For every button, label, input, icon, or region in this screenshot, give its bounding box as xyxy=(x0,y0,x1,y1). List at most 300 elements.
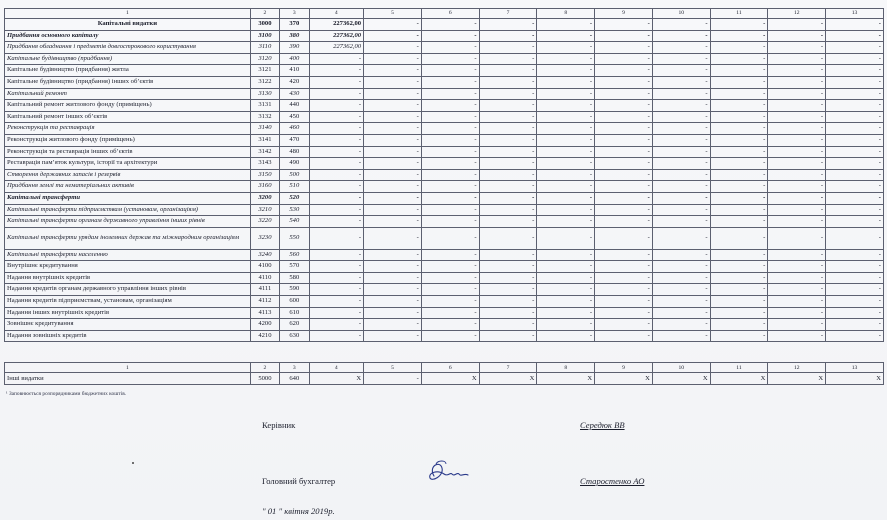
row-value-col-11: - xyxy=(710,111,768,123)
row-amount: - xyxy=(309,88,364,100)
row-amount: - xyxy=(309,111,364,123)
row-amount: - xyxy=(309,53,364,65)
row-value-col-11: - xyxy=(710,204,768,216)
row-name: Придбання основного капіталу xyxy=(5,30,251,42)
row-value-col-9: - xyxy=(595,181,653,193)
header-number-col-12: 12 xyxy=(768,9,826,19)
row-code: 3160 xyxy=(250,181,279,193)
row-value-col-13: - xyxy=(826,261,884,273)
row-name: Капітальні трансферти населенню xyxy=(5,249,251,261)
row-value-col-12: - xyxy=(768,249,826,261)
row-value-col-9: - xyxy=(595,192,653,204)
row-amount: - xyxy=(309,123,364,135)
table-row xyxy=(5,30,884,42)
row-value-col-9: - xyxy=(595,111,653,123)
row-value-col-7: - xyxy=(479,261,537,273)
row-name: Внутрішнє кредитування xyxy=(5,261,251,273)
row-value-col-11: - xyxy=(710,100,768,112)
table-row xyxy=(5,158,884,170)
row-value-col-11: - xyxy=(710,134,768,146)
row-value-col-7: - xyxy=(479,249,537,261)
row-value-col-12: - xyxy=(768,181,826,193)
row-value-col-8: - xyxy=(537,134,595,146)
row-value-col-6: - xyxy=(421,42,479,54)
table-row xyxy=(5,76,884,88)
row-name: Капітальне будівництво (придбання) xyxy=(5,53,251,65)
row-value-col-11: - xyxy=(710,319,768,331)
row-value-col-5: - xyxy=(364,204,422,216)
header-number-col-3: 3 xyxy=(280,9,309,19)
row-value-col-7: - xyxy=(479,284,537,296)
row-value-col-6: - xyxy=(421,123,479,135)
other-expenses-table xyxy=(4,362,884,385)
row-value-col-13: - xyxy=(826,181,884,193)
row-value-col-13: - xyxy=(826,123,884,135)
row-amount: - xyxy=(309,76,364,88)
row-value-col-10: - xyxy=(652,284,710,296)
row-name: Капітальний ремонт житлового фонду (приміщень) xyxy=(5,100,251,112)
row-value-col-8: - xyxy=(537,249,595,261)
row-amount: - xyxy=(309,319,364,331)
row-value-col-7: - xyxy=(479,204,537,216)
other-row-value-col-10: X xyxy=(652,373,710,385)
row-value-col-9: - xyxy=(595,319,653,331)
table-row xyxy=(5,123,884,135)
expenses-table xyxy=(4,8,884,342)
row-name: Надання кредитів підприємствам, установам, організаціям xyxy=(5,296,251,308)
row-code: 3120 xyxy=(250,53,279,65)
row-code: 3142 xyxy=(250,146,279,158)
row-line-code: 440 xyxy=(280,100,309,112)
row-amount: - xyxy=(309,100,364,112)
row-line-code: 500 xyxy=(280,169,309,181)
row-value-col-6: - xyxy=(421,134,479,146)
row-value-col-9: - xyxy=(595,227,653,249)
row-line-code: 400 xyxy=(280,53,309,65)
row-value-col-13: - xyxy=(826,216,884,228)
row-code: 3230 xyxy=(250,227,279,249)
other-row-value-col-13: X xyxy=(826,373,884,385)
other-row-amount: X xyxy=(309,373,364,385)
row-code: 4200 xyxy=(250,319,279,331)
row-value-col-8: - xyxy=(537,65,595,77)
row-value-col-5: - xyxy=(364,284,422,296)
row-code: 4100 xyxy=(250,261,279,273)
row-value-col-6: - xyxy=(421,19,479,31)
row-value-col-10: - xyxy=(652,88,710,100)
row-value-col-6: - xyxy=(421,169,479,181)
row-value-col-13: - xyxy=(826,53,884,65)
row-value-col-12: - xyxy=(768,19,826,31)
row-name: Реконструкція та реставрація xyxy=(5,123,251,135)
row-value-col-13: - xyxy=(826,88,884,100)
row-value-col-8: - xyxy=(537,227,595,249)
row-value-col-12: - xyxy=(768,123,826,135)
row-line-code: 370 xyxy=(280,19,309,31)
row-value-col-5: - xyxy=(364,330,422,342)
row-value-col-8: - xyxy=(537,216,595,228)
row-value-col-8: - xyxy=(537,319,595,331)
row-value-col-7: - xyxy=(479,30,537,42)
row-value-col-7: - xyxy=(479,76,537,88)
row-name: Надання інших внутрішніх кредитів xyxy=(5,307,251,319)
table-row xyxy=(5,134,884,146)
row-name: Капітальний ремонт інших об’єктів xyxy=(5,111,251,123)
row-name: Капітальні трансферти підприємствам (установам, організаціям) xyxy=(5,204,251,216)
row-value-col-5: - xyxy=(364,261,422,273)
row-value-col-8: - xyxy=(537,53,595,65)
row-value-col-6: - xyxy=(421,204,479,216)
row-value-col-10: - xyxy=(652,181,710,193)
row-value-col-8: - xyxy=(537,261,595,273)
row-name: Капітальне будівництво (придбання) житла xyxy=(5,65,251,77)
row-value-col-5: - xyxy=(364,158,422,170)
row-value-col-11: - xyxy=(710,88,768,100)
table-row xyxy=(5,261,884,273)
row-value-col-9: - xyxy=(595,76,653,88)
row-value-col-10: - xyxy=(652,319,710,331)
row-value-col-9: - xyxy=(595,19,653,31)
row-value-col-7: - xyxy=(479,216,537,228)
row-code: 3122 xyxy=(250,76,279,88)
table-row xyxy=(5,169,884,181)
row-line-code: 520 xyxy=(280,192,309,204)
row-value-col-11: - xyxy=(710,169,768,181)
row-value-col-7: - xyxy=(479,192,537,204)
row-value-col-12: - xyxy=(768,76,826,88)
row-value-col-11: - xyxy=(710,42,768,54)
row-value-col-8: - xyxy=(537,307,595,319)
row-value-col-9: - xyxy=(595,88,653,100)
row-value-col-6: - xyxy=(421,192,479,204)
row-code: 3110 xyxy=(250,42,279,54)
other-row-value-col-7: X xyxy=(479,373,537,385)
row-value-col-12: - xyxy=(768,307,826,319)
row-value-col-13: - xyxy=(826,272,884,284)
header-number-bottom-col-9: 9 xyxy=(595,363,653,373)
row-value-col-12: - xyxy=(768,111,826,123)
row-code: 3131 xyxy=(250,100,279,112)
row-value-col-10: - xyxy=(652,227,710,249)
row-amount: - xyxy=(309,261,364,273)
row-amount: - xyxy=(309,216,364,228)
row-value-col-6: - xyxy=(421,272,479,284)
row-line-code: 450 xyxy=(280,111,309,123)
row-value-col-5: - xyxy=(364,100,422,112)
row-line-code: 460 xyxy=(280,123,309,135)
row-value-col-13: - xyxy=(826,158,884,170)
row-value-col-10: - xyxy=(652,111,710,123)
row-value-col-7: - xyxy=(479,100,537,112)
row-value-col-9: - xyxy=(595,216,653,228)
row-code: 3143 xyxy=(250,158,279,170)
row-value-col-8: - xyxy=(537,111,595,123)
row-value-col-8: - xyxy=(537,123,595,135)
table-row xyxy=(5,100,884,112)
row-value-col-11: - xyxy=(710,272,768,284)
row-name: Надання внутрішніх кредитів xyxy=(5,272,251,284)
row-value-col-11: - xyxy=(710,192,768,204)
row-value-col-13: - xyxy=(826,192,884,204)
row-value-col-9: - xyxy=(595,42,653,54)
row-value-col-8: - xyxy=(537,146,595,158)
row-line-code: 610 xyxy=(280,307,309,319)
row-code: 3100 xyxy=(250,30,279,42)
row-code: 4112 xyxy=(250,296,279,308)
row-value-col-8: - xyxy=(537,169,595,181)
row-value-col-5: - xyxy=(364,216,422,228)
row-value-col-13: - xyxy=(826,146,884,158)
header-number-bottom-col-1: 1 xyxy=(5,363,251,373)
header-number-bottom-col-4: 4 xyxy=(309,363,364,373)
row-value-col-6: - xyxy=(421,227,479,249)
row-value-col-12: - xyxy=(768,319,826,331)
row-value-col-11: - xyxy=(710,227,768,249)
row-code: 4110 xyxy=(250,272,279,284)
row-code: 3000 xyxy=(250,19,279,31)
row-value-col-5: - xyxy=(364,296,422,308)
row-value-col-5: - xyxy=(364,249,422,261)
row-name: Капітальні трансферти органам державного управління інших рівнів xyxy=(5,216,251,228)
row-value-col-5: - xyxy=(364,42,422,54)
row-value-col-6: - xyxy=(421,30,479,42)
row-value-col-11: - xyxy=(710,123,768,135)
row-value-col-5: - xyxy=(364,123,422,135)
row-value-col-7: - xyxy=(479,227,537,249)
row-amount: - xyxy=(309,181,364,193)
row-name: Придбання обладнання і предметів довгострокового користування xyxy=(5,42,251,54)
row-amount: - xyxy=(309,330,364,342)
row-value-col-10: - xyxy=(652,296,710,308)
row-amount: - xyxy=(309,192,364,204)
table-row xyxy=(5,216,884,228)
row-line-code: 380 xyxy=(280,30,309,42)
row-line-code: 570 xyxy=(280,261,309,273)
row-value-col-12: - xyxy=(768,42,826,54)
row-code: 4111 xyxy=(250,284,279,296)
row-value-col-7: - xyxy=(479,111,537,123)
row-value-col-6: - xyxy=(421,330,479,342)
row-value-col-8: - xyxy=(537,204,595,216)
header-number-col-4: 4 xyxy=(309,9,364,19)
row-amount: 227362,00 xyxy=(309,30,364,42)
row-value-col-7: - xyxy=(479,330,537,342)
row-value-col-11: - xyxy=(710,146,768,158)
header-number-bottom-col-13: 13 xyxy=(826,363,884,373)
row-value-col-13: - xyxy=(826,204,884,216)
row-value-col-11: - xyxy=(710,76,768,88)
row-value-col-5: - xyxy=(364,272,422,284)
row-value-col-5: - xyxy=(364,134,422,146)
row-value-col-10: - xyxy=(652,146,710,158)
header-number-col-8: 8 xyxy=(537,9,595,19)
row-value-col-7: - xyxy=(479,158,537,170)
row-value-col-9: - xyxy=(595,146,653,158)
row-amount: - xyxy=(309,249,364,261)
row-value-col-9: - xyxy=(595,307,653,319)
expenses-table-body xyxy=(5,9,884,342)
row-value-col-10: - xyxy=(652,158,710,170)
other-row-value-col-9: X xyxy=(595,373,653,385)
row-value-col-12: - xyxy=(768,100,826,112)
row-name: Капітальні видатки xyxy=(5,19,251,31)
row-value-col-10: - xyxy=(652,123,710,135)
row-value-col-9: - xyxy=(595,30,653,42)
row-value-col-5: - xyxy=(364,19,422,31)
row-line-code: 540 xyxy=(280,216,309,228)
header-number-bottom-col-11: 11 xyxy=(710,363,768,373)
row-name: Реконструкція житлового фонду (приміщень) xyxy=(5,134,251,146)
row-value-col-5: - xyxy=(364,146,422,158)
handwritten-signature-icon xyxy=(424,458,474,488)
row-value-col-13: - xyxy=(826,76,884,88)
row-value-col-10: - xyxy=(652,76,710,88)
row-value-col-13: - xyxy=(826,319,884,331)
table-row xyxy=(5,204,884,216)
row-value-col-11: - xyxy=(710,284,768,296)
row-value-col-8: - xyxy=(537,100,595,112)
row-value-col-7: - xyxy=(479,307,537,319)
row-value-col-5: - xyxy=(364,111,422,123)
table-row xyxy=(5,53,884,65)
row-line-code: 510 xyxy=(280,181,309,193)
row-line-code: 600 xyxy=(280,296,309,308)
row-code: 4113 xyxy=(250,307,279,319)
row-value-col-10: - xyxy=(652,307,710,319)
row-amount: - xyxy=(309,134,364,146)
row-line-code: 420 xyxy=(280,76,309,88)
row-value-col-5: - xyxy=(364,169,422,181)
row-amount: - xyxy=(309,169,364,181)
row-code: 3150 xyxy=(250,169,279,181)
row-value-col-12: - xyxy=(768,204,826,216)
row-value-col-13: - xyxy=(826,249,884,261)
row-value-col-6: - xyxy=(421,181,479,193)
header-number-bottom-col-10: 10 xyxy=(652,363,710,373)
row-value-col-12: - xyxy=(768,146,826,158)
header-number-col-10: 10 xyxy=(652,9,710,19)
row-value-col-9: - xyxy=(595,169,653,181)
other-expenses-row xyxy=(5,373,884,385)
row-code: 3130 xyxy=(250,88,279,100)
table-row xyxy=(5,249,884,261)
row-amount: - xyxy=(309,272,364,284)
row-value-col-8: - xyxy=(537,158,595,170)
row-amount: - xyxy=(309,296,364,308)
row-value-col-8: - xyxy=(537,192,595,204)
table-row xyxy=(5,227,884,249)
row-value-col-9: - xyxy=(595,53,653,65)
row-line-code: 470 xyxy=(280,134,309,146)
row-value-col-9: - xyxy=(595,249,653,261)
row-value-col-10: - xyxy=(652,216,710,228)
row-value-col-9: - xyxy=(595,261,653,273)
row-value-col-10: - xyxy=(652,169,710,181)
row-line-code: 530 xyxy=(280,204,309,216)
row-code: 3141 xyxy=(250,134,279,146)
row-value-col-6: - xyxy=(421,65,479,77)
row-value-col-7: - xyxy=(479,146,537,158)
row-value-col-8: - xyxy=(537,284,595,296)
row-value-col-8: - xyxy=(537,76,595,88)
row-value-col-7: - xyxy=(479,65,537,77)
column-number-header xyxy=(5,9,884,19)
row-value-col-6: - xyxy=(421,307,479,319)
other-row-line-code: 640 xyxy=(280,373,309,385)
row-value-col-7: - xyxy=(479,134,537,146)
row-value-col-8: - xyxy=(537,181,595,193)
row-value-col-13: - xyxy=(826,227,884,249)
row-name: Надання зовнішніх кредитів xyxy=(5,330,251,342)
table-row xyxy=(5,19,884,31)
row-value-col-7: - xyxy=(479,19,537,31)
row-value-col-11: - xyxy=(710,30,768,42)
other-row-value-col-5: - xyxy=(364,373,422,385)
row-value-col-7: - xyxy=(479,53,537,65)
row-value-col-9: - xyxy=(595,100,653,112)
accountant-label: Головний бухгалтер xyxy=(262,476,336,486)
row-value-col-12: - xyxy=(768,216,826,228)
row-name: Капітальний ремонт xyxy=(5,88,251,100)
header-number-bottom-col-8: 8 xyxy=(537,363,595,373)
row-value-col-10: - xyxy=(652,134,710,146)
row-value-col-5: - xyxy=(364,88,422,100)
row-value-col-6: - xyxy=(421,146,479,158)
row-value-col-6: - xyxy=(421,249,479,261)
row-value-col-8: - xyxy=(537,30,595,42)
row-value-col-11: - xyxy=(710,261,768,273)
row-value-col-7: - xyxy=(479,169,537,181)
row-value-col-10: - xyxy=(652,261,710,273)
row-value-col-9: - xyxy=(595,272,653,284)
row-name: Створення державних запасів і резервів xyxy=(5,169,251,181)
row-line-code: 480 xyxy=(280,146,309,158)
row-value-col-6: - xyxy=(421,216,479,228)
row-value-col-6: - xyxy=(421,53,479,65)
row-value-col-10: - xyxy=(652,204,710,216)
row-value-col-13: - xyxy=(826,307,884,319)
other-row-value-col-8: X xyxy=(537,373,595,385)
row-value-col-6: - xyxy=(421,284,479,296)
row-value-col-5: - xyxy=(364,227,422,249)
row-value-col-11: - xyxy=(710,65,768,77)
row-code: 3132 xyxy=(250,111,279,123)
row-code: 3140 xyxy=(250,123,279,135)
row-value-col-6: - xyxy=(421,76,479,88)
row-value-col-13: - xyxy=(826,169,884,181)
row-value-col-10: - xyxy=(652,192,710,204)
row-value-col-9: - xyxy=(595,65,653,77)
row-amount: - xyxy=(309,146,364,158)
row-line-code: 430 xyxy=(280,88,309,100)
row-value-col-12: - xyxy=(768,284,826,296)
row-value-col-12: - xyxy=(768,261,826,273)
table-row xyxy=(5,88,884,100)
row-line-code: 550 xyxy=(280,227,309,249)
row-value-col-11: - xyxy=(710,158,768,170)
row-value-col-12: - xyxy=(768,30,826,42)
row-value-col-9: - xyxy=(595,204,653,216)
table-row xyxy=(5,272,884,284)
header-number-col-7: 7 xyxy=(479,9,537,19)
row-amount: - xyxy=(309,227,364,249)
row-value-col-13: - xyxy=(826,65,884,77)
row-line-code: 630 xyxy=(280,330,309,342)
row-name: Зовнішнє кредитування xyxy=(5,319,251,331)
row-value-col-13: - xyxy=(826,296,884,308)
ink-speck xyxy=(132,462,134,464)
row-value-col-5: - xyxy=(364,181,422,193)
